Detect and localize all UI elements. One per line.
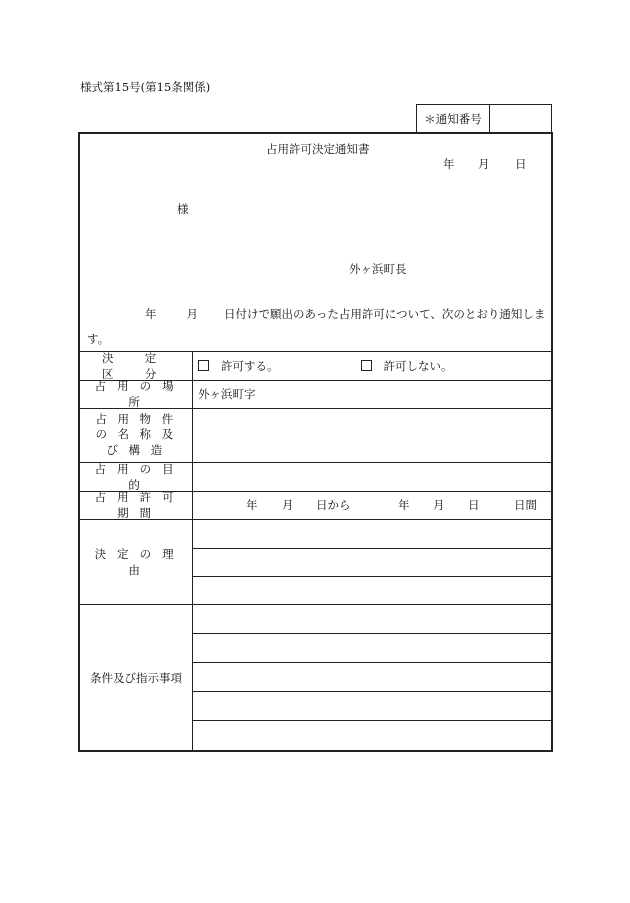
notice-number-label: ＊通知番号 <box>417 105 490 132</box>
addressee-suffix: 様 <box>177 202 189 216</box>
period-duration: 日間 <box>514 498 537 512</box>
place-value: 外ヶ浜町字 <box>198 387 256 401</box>
date-month: 月 <box>478 157 490 171</box>
period-day2: 日 <box>468 498 480 512</box>
body-month: 月 <box>186 307 198 321</box>
option-permit[interactable]: 許可する。 <box>198 358 279 374</box>
option-deny[interactable]: 許可しない。 <box>361 358 453 374</box>
date-year: 年 <box>443 157 455 171</box>
notice-number-box <box>416 104 552 132</box>
permit-checkbox[interactable] <box>198 360 209 371</box>
issuer-name: 外ヶ浜町長 <box>349 262 407 276</box>
conditions-label: 条件及び指示事項 <box>90 671 182 685</box>
date-day: 日 <box>515 157 527 171</box>
purpose-label: 占 用 の 目 的 <box>94 461 178 492</box>
permit-notice-form <box>78 132 553 752</box>
reason-label: 決 定 の 理 由 <box>94 546 178 577</box>
notice-paragraph <box>87 302 549 352</box>
decision-label: 決 定 区 分 <box>101 350 171 381</box>
decision-options <box>198 351 453 380</box>
period-from: 日から <box>316 498 351 512</box>
object-label: 占 用 物 件 の 名 称 及 び 構 造 <box>95 411 177 457</box>
form-number: 様式第15号(第15条関係) <box>80 80 211 94</box>
document-title: 占用許可決定通知書 <box>266 142 370 156</box>
period-year2: 年 <box>398 498 410 512</box>
period-month1: 月 <box>282 498 294 512</box>
body-text: 日付けで願出のあった占用許可について、次のとおり通知します。 <box>87 307 546 346</box>
notice-number-value <box>490 105 551 132</box>
period-month2: 月 <box>433 498 445 512</box>
period-year1: 年 <box>246 498 258 512</box>
body-year: 年 <box>145 307 157 321</box>
period-label: 占 用 許 可 期 間 <box>94 490 178 520</box>
deny-checkbox[interactable] <box>361 360 372 371</box>
place-label: 占 用 の 場 所 <box>94 379 178 409</box>
